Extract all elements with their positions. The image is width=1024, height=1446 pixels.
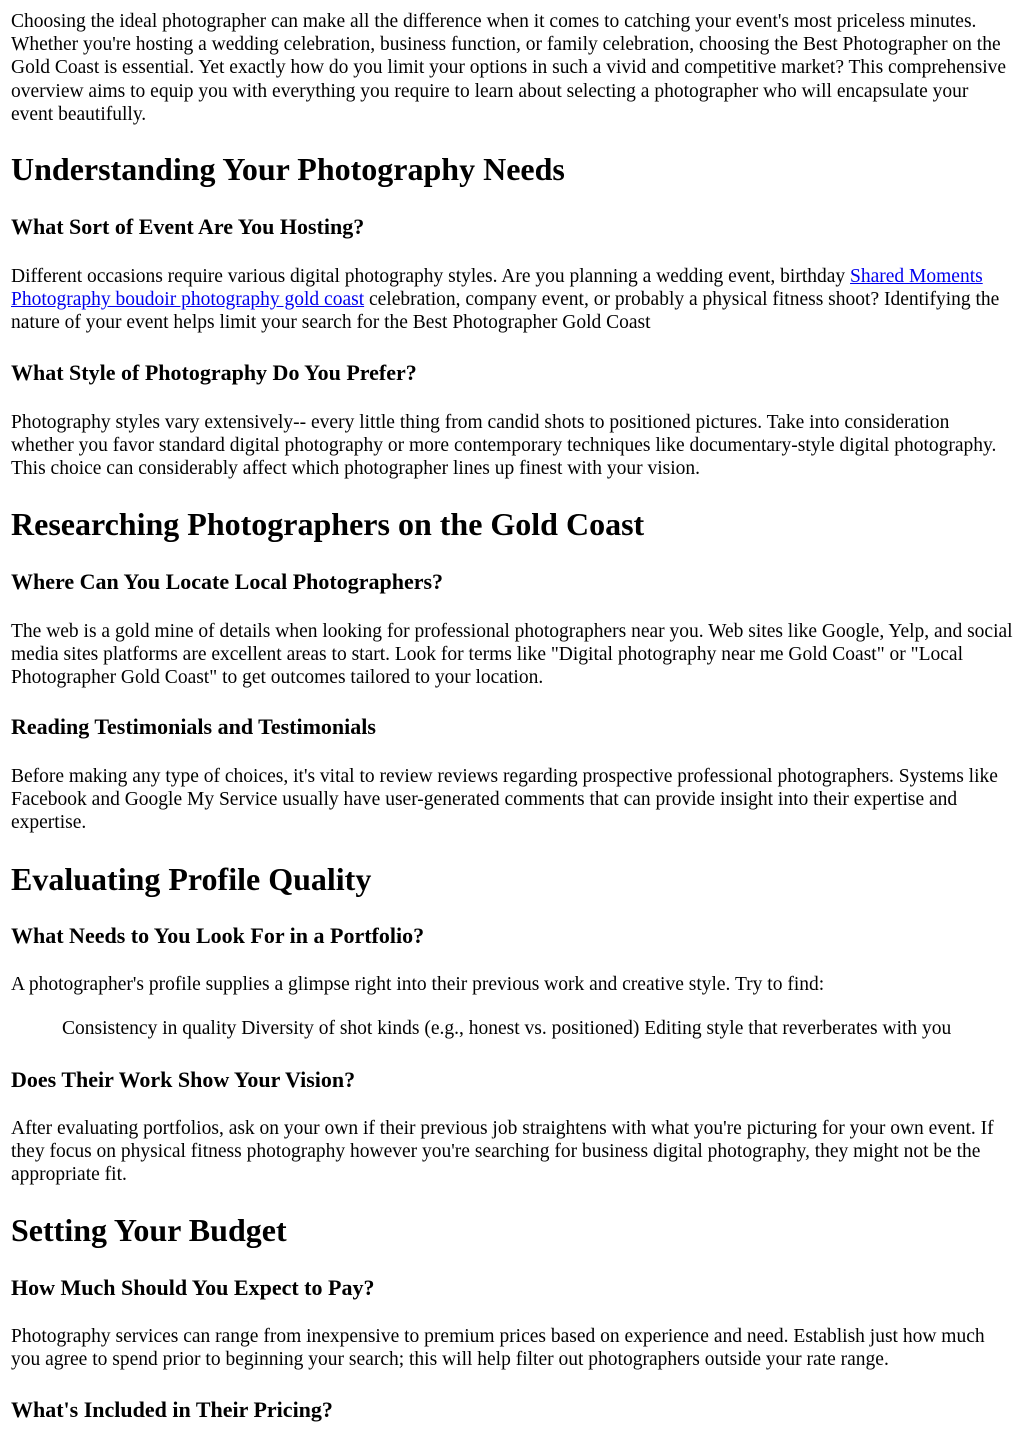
event-type-paragraph	[11, 265, 1015, 335]
subsection-heading: Does Their Work Show Your Vision?	[11, 1067, 356, 1092]
subsection-heading: What Sort of Event Are You Hosting?	[11, 214, 365, 239]
subsection-heading: Reading Testimonials and Testimonials	[11, 714, 376, 739]
body-paragraph: Before making any type of choices, it's vital to review reviews regarding prospective professional photographers. Systems like Facebook and Google My Service usually have user-generated comments that can provide insight into their expertise and expertise.	[11, 766, 998, 834]
subsection-heading: What's Included in Their Pricing?	[11, 1397, 333, 1422]
section-heading: Researching Photographers on the Gold Coast	[11, 506, 645, 542]
subsection-heading: How Much Should You Expect to Pay?	[11, 1275, 375, 1300]
section-heading: Understanding Your Photography Needs	[11, 151, 565, 187]
intro-paragraph: Choosing the ideal photographer can make all the difference when it comes to catching your event's most priceless minutes. Whether you're hosting a wedding celebration, business function, or family celebration, choosing the Best Photographer on the Gold Coast is essential. Yet exactly how do you limit your options in such a vivid and competitive market? This comprehensive overview aims to equip you with everything you require to learn about selecting a photographer who will encapsulate your event beautifully.	[11, 11, 1007, 125]
subsection-heading: What Needs to You Look For in a Portfolio?	[11, 923, 425, 948]
paragraph-text: celebration, company event, or probably a physical fitness shoot? Identifying the nature of your event helps limit your search for the Best Photographer Gold Coast	[11, 289, 1000, 334]
subsection-heading: Where Can You Locate Local Photographers?	[11, 569, 444, 594]
subsection-heading: What Style of Photography Do You Prefer?	[11, 360, 417, 385]
section-heading: Setting Your Budget	[11, 1212, 287, 1248]
body-paragraph: The web is a gold mine of details when looking for professional photographers near you. Web sites like Google, Yelp, and social media sites platforms are excellent areas to start. Look for terms like "Digital photography near me Gold Coast" or "Local Photographer Gold Coast" to get outcomes tailored to your location.	[11, 621, 1013, 689]
body-paragraph: After evaluating portfolios, ask on your own if their previous job straightens with what you're picturing for your own event. If they focus on physical fitness photography however you're searching for business digital photography, they might not be the appropriate fit.	[11, 1118, 994, 1186]
body-paragraph: Photography services can range from inexpensive to premium prices based on experience and need. Establish just how much you agree to spend prior to beginning your search; this will help filter out photographers outside your rate range.	[11, 1326, 985, 1371]
portfolio-checklist-quote: Consistency in quality Diversity of shot kinds (e.g., honest vs. positioned) Editing style that reverberates with you	[62, 1018, 952, 1039]
shared-moments-link[interactable]: Shared Moments Photography boudoir photography gold coast	[11, 266, 983, 311]
body-paragraph: A photographer's profile supplies a glimpse right into their previous work and creative style. Try to find:	[11, 974, 825, 995]
body-paragraph: Photography styles vary extensively-- every little thing from candid shots to positioned pictures. Take into consideration whether you favor standard digital photography or more contemporary techniques like documentary-style digital photography. This choice can considerably affect which photographer lines up finest with your vision.	[11, 412, 997, 480]
paragraph-text: Different occasions require various digital photography styles. Are you planning a wedding event, birthday	[11, 266, 851, 287]
section-heading: Evaluating Profile Quality	[11, 861, 372, 897]
